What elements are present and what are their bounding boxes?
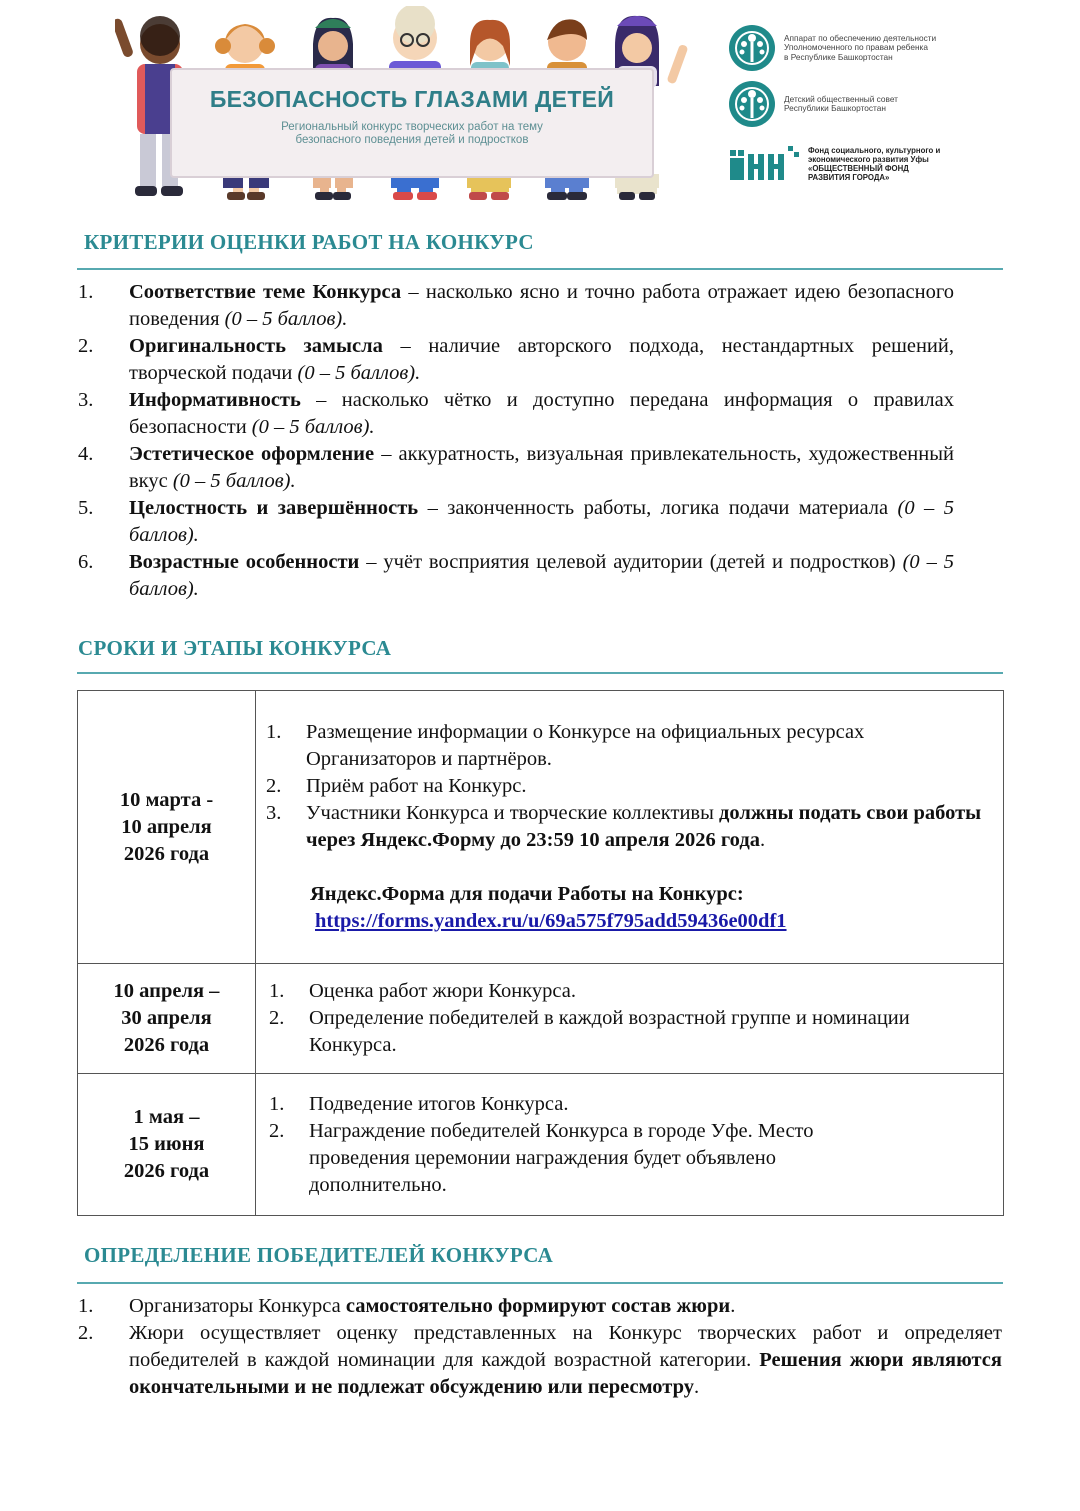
logo-caption — [784, 95, 898, 114]
criterion-score: (0 – 5 баллов). — [251, 416, 375, 438]
step-text: Определение победителей в каждой возрастной группе и номинации Конкурса. — [309, 1007, 910, 1056]
table-row — [78, 1074, 1004, 1216]
item-text-end: . — [730, 1295, 736, 1317]
stage-step-list — [266, 719, 991, 854]
criterion-description: – законченность работы, логика подачи материала — [418, 497, 898, 519]
item-number: 2. — [266, 775, 282, 797]
list-item — [269, 1005, 991, 1059]
item-number: 2. — [78, 335, 94, 357]
item-number: 1. — [78, 1295, 94, 1317]
step-text: Размещение информации о Конкурсе на официальных ресурсах Организаторов и партнёров. — [306, 721, 865, 770]
stage-dates — [78, 691, 256, 964]
yandex-form-link[interactable]: https://forms.yandex.ru/u/69a575f795add59436e00df1 — [315, 910, 787, 932]
partner-logos — [728, 20, 1028, 200]
logo-ombudsman-office — [728, 24, 936, 72]
item-number: 5. — [78, 497, 94, 519]
list-item — [266, 800, 991, 854]
item-number: 1. — [269, 1092, 285, 1115]
logo-caption — [808, 146, 940, 182]
table-row — [78, 964, 1004, 1074]
banner-title: БЕЗОПАСНОСТЬ ГЛАЗАМИ ДЕТЕЙ — [209, 86, 615, 112]
stage-steps — [256, 1074, 1004, 1216]
criterion-description: – аккуратность, визуальная привлекательность, художественный вкус — [129, 443, 954, 492]
criterion-score: (0 – 5 баллов). — [297, 362, 421, 384]
list-item — [78, 1293, 1002, 1320]
step-text: Оценка работ жюри Конкурса. — [309, 980, 577, 1002]
criterion-name: Целостность и завершённость — [129, 497, 419, 519]
logo-caption-line: Детский общественный совет — [784, 93, 898, 104]
stages-section-title: СРОКИ И ЭТАПЫ КОНКУРСА — [78, 636, 392, 660]
criterion-name: Соответствие теме Конкурса — [129, 281, 402, 303]
criterion-description: – наличие авторского подхода, нестандартных решений, творческой подачи — [129, 335, 954, 384]
date-line: 2026 года — [123, 1160, 210, 1182]
logo-caption-line: Республики Башкортостан — [784, 103, 886, 113]
logo-caption-line: Уполномоченного по правам ребенка — [784, 42, 928, 53]
list-item — [269, 1091, 991, 1118]
item-number: 3. — [266, 802, 282, 824]
banner-subtitle-line: безопасного поведения детей и подростков — [295, 134, 529, 146]
list-item — [78, 1320, 1002, 1401]
criteria-list — [78, 279, 954, 603]
criterion-name: Эстетическое оформление — [129, 443, 375, 465]
item-emphasis: самостоятельно формируют состав жюри — [345, 1295, 731, 1317]
item-emphasis: Решения жюри являются окончательными и не подлежат обсуждению или пересмотру — [129, 1349, 1002, 1398]
item-text: Организаторы Конкурса — [129, 1295, 346, 1317]
logo-caption-line: экономического развития Уфы — [808, 155, 929, 164]
form-block — [266, 881, 991, 935]
logo-caption-line: РАЗВИТИЯ ГОРОДА» — [808, 173, 890, 182]
form-label: Яндекс.Форма для подачи Работы на Конкурс: — [310, 883, 744, 905]
item-text: Жюри осуществляет оценку представленных на Конкурс творческих работ и определяет победителей в каждой номинации для каждой возрастной категории. — [129, 1322, 1002, 1371]
step-text: Подведение итогов Конкурса. — [309, 1092, 569, 1115]
item-number: 4. — [78, 443, 94, 465]
step-text: Награждение победителей Конкурса в городе Уфе. Место проведения церемонии награждения будет объявлено дополнительно. — [309, 1119, 814, 1196]
logo-caption-line: в Республике Башкортостан — [784, 51, 893, 62]
banner-subtitle — [172, 121, 652, 147]
tree-emblem-icon — [728, 24, 776, 72]
date-line: 1 мая – — [133, 1106, 200, 1128]
criterion-score: (0 – 5 баллов). — [172, 470, 296, 492]
date-line: 10 марта - — [119, 788, 214, 811]
list-item — [266, 773, 991, 800]
logo-children-council — [728, 80, 898, 128]
criteria-item — [78, 387, 954, 441]
item-number: 2. — [269, 1119, 285, 1142]
section-divider — [77, 1282, 1003, 1284]
date-line: 30 апреля — [121, 1007, 212, 1029]
criterion-name: Оригинальность замысла — [129, 335, 383, 357]
date-line: 10 апреля – — [113, 980, 220, 1002]
tree-emblem-icon — [728, 80, 776, 128]
criterion-score: (0 – 5 баллов). — [224, 308, 348, 330]
logo-caption-line: Фонд социального, культурного и — [808, 146, 941, 155]
criteria-item — [78, 549, 954, 603]
criterion-description: – учёт восприятия целевой аудитории (детей и подростков) — [359, 551, 903, 573]
criteria-section-title: КРИТЕРИИ ОЦЕНКИ РАБОТ НА КОНКУРС — [84, 230, 534, 254]
criterion-description: – насколько чётко и доступно передана информация о правилах безопасности — [129, 389, 954, 438]
item-number: 1. — [269, 980, 285, 1002]
step-text: Приём работ на Конкурс. — [306, 775, 527, 797]
stage-steps — [256, 691, 1004, 964]
item-number: 2. — [269, 1007, 285, 1029]
item-number: 1. — [266, 721, 282, 743]
item-text-end: . — [694, 1376, 700, 1398]
criterion-name: Возрастные особенности — [129, 551, 360, 573]
item-number: 3. — [78, 389, 94, 411]
criterion-description: – насколько ясно и точно работа отражает идею безопасного поведения — [129, 281, 954, 330]
criterion-score: (0 – 5 баллов). — [129, 551, 954, 600]
contest-banner — [115, 6, 695, 204]
date-line: 15 июня — [128, 1133, 205, 1155]
item-number: 6. — [78, 551, 94, 573]
stage-dates — [78, 964, 256, 1074]
stage-step-list — [266, 978, 991, 1059]
stage-steps — [256, 964, 1004, 1074]
logo-city-development-fund — [728, 144, 940, 184]
list-item — [269, 978, 991, 1005]
step-emphasis: должны подать свои работы через Яндекс.Форму до 23:59 10 апреля 2026 года — [306, 802, 982, 851]
logo-caption — [784, 34, 936, 63]
list-item — [269, 1118, 991, 1199]
criterion-score: (0 – 5 баллов). — [129, 497, 954, 546]
winners-list — [78, 1293, 1002, 1401]
list-item — [266, 719, 991, 773]
section-divider — [77, 268, 1003, 270]
logo-caption-line: «ОБЩЕСТВЕННЫЙ ФОНД — [808, 164, 909, 173]
winners-section-title: ОПРЕДЕЛЕНИЕ ПОБЕДИТЕЛЕЙ КОНКУРСА — [84, 1243, 554, 1267]
stage-step-list — [266, 1091, 991, 1199]
criteria-item — [78, 333, 954, 387]
date-line: 10 апреля — [121, 815, 212, 838]
banner-subtitle-line: Региональный конкурс творческих работ на тему — [281, 121, 543, 133]
criteria-item — [78, 441, 954, 495]
criteria-item — [78, 495, 954, 549]
step-text: Участники Конкурса и творческие коллективы — [306, 802, 720, 824]
item-number: 2. — [78, 1322, 94, 1344]
date-line: 2026 года — [123, 1034, 210, 1056]
logo-caption-line: Аппарат по обеспечению деятельности — [784, 32, 937, 43]
stage-dates — [78, 1074, 256, 1216]
table-row — [78, 691, 1004, 964]
criterion-name: Информативность — [129, 389, 301, 411]
fund-logo-icon — [728, 144, 800, 184]
step-text-end: . — [759, 829, 766, 851]
criteria-item — [78, 279, 954, 333]
banner-sign — [170, 68, 654, 178]
section-divider — [77, 672, 1003, 674]
stages-table — [77, 690, 1004, 1216]
item-number: 1. — [78, 281, 94, 303]
date-line: 2026 года — [123, 842, 210, 865]
